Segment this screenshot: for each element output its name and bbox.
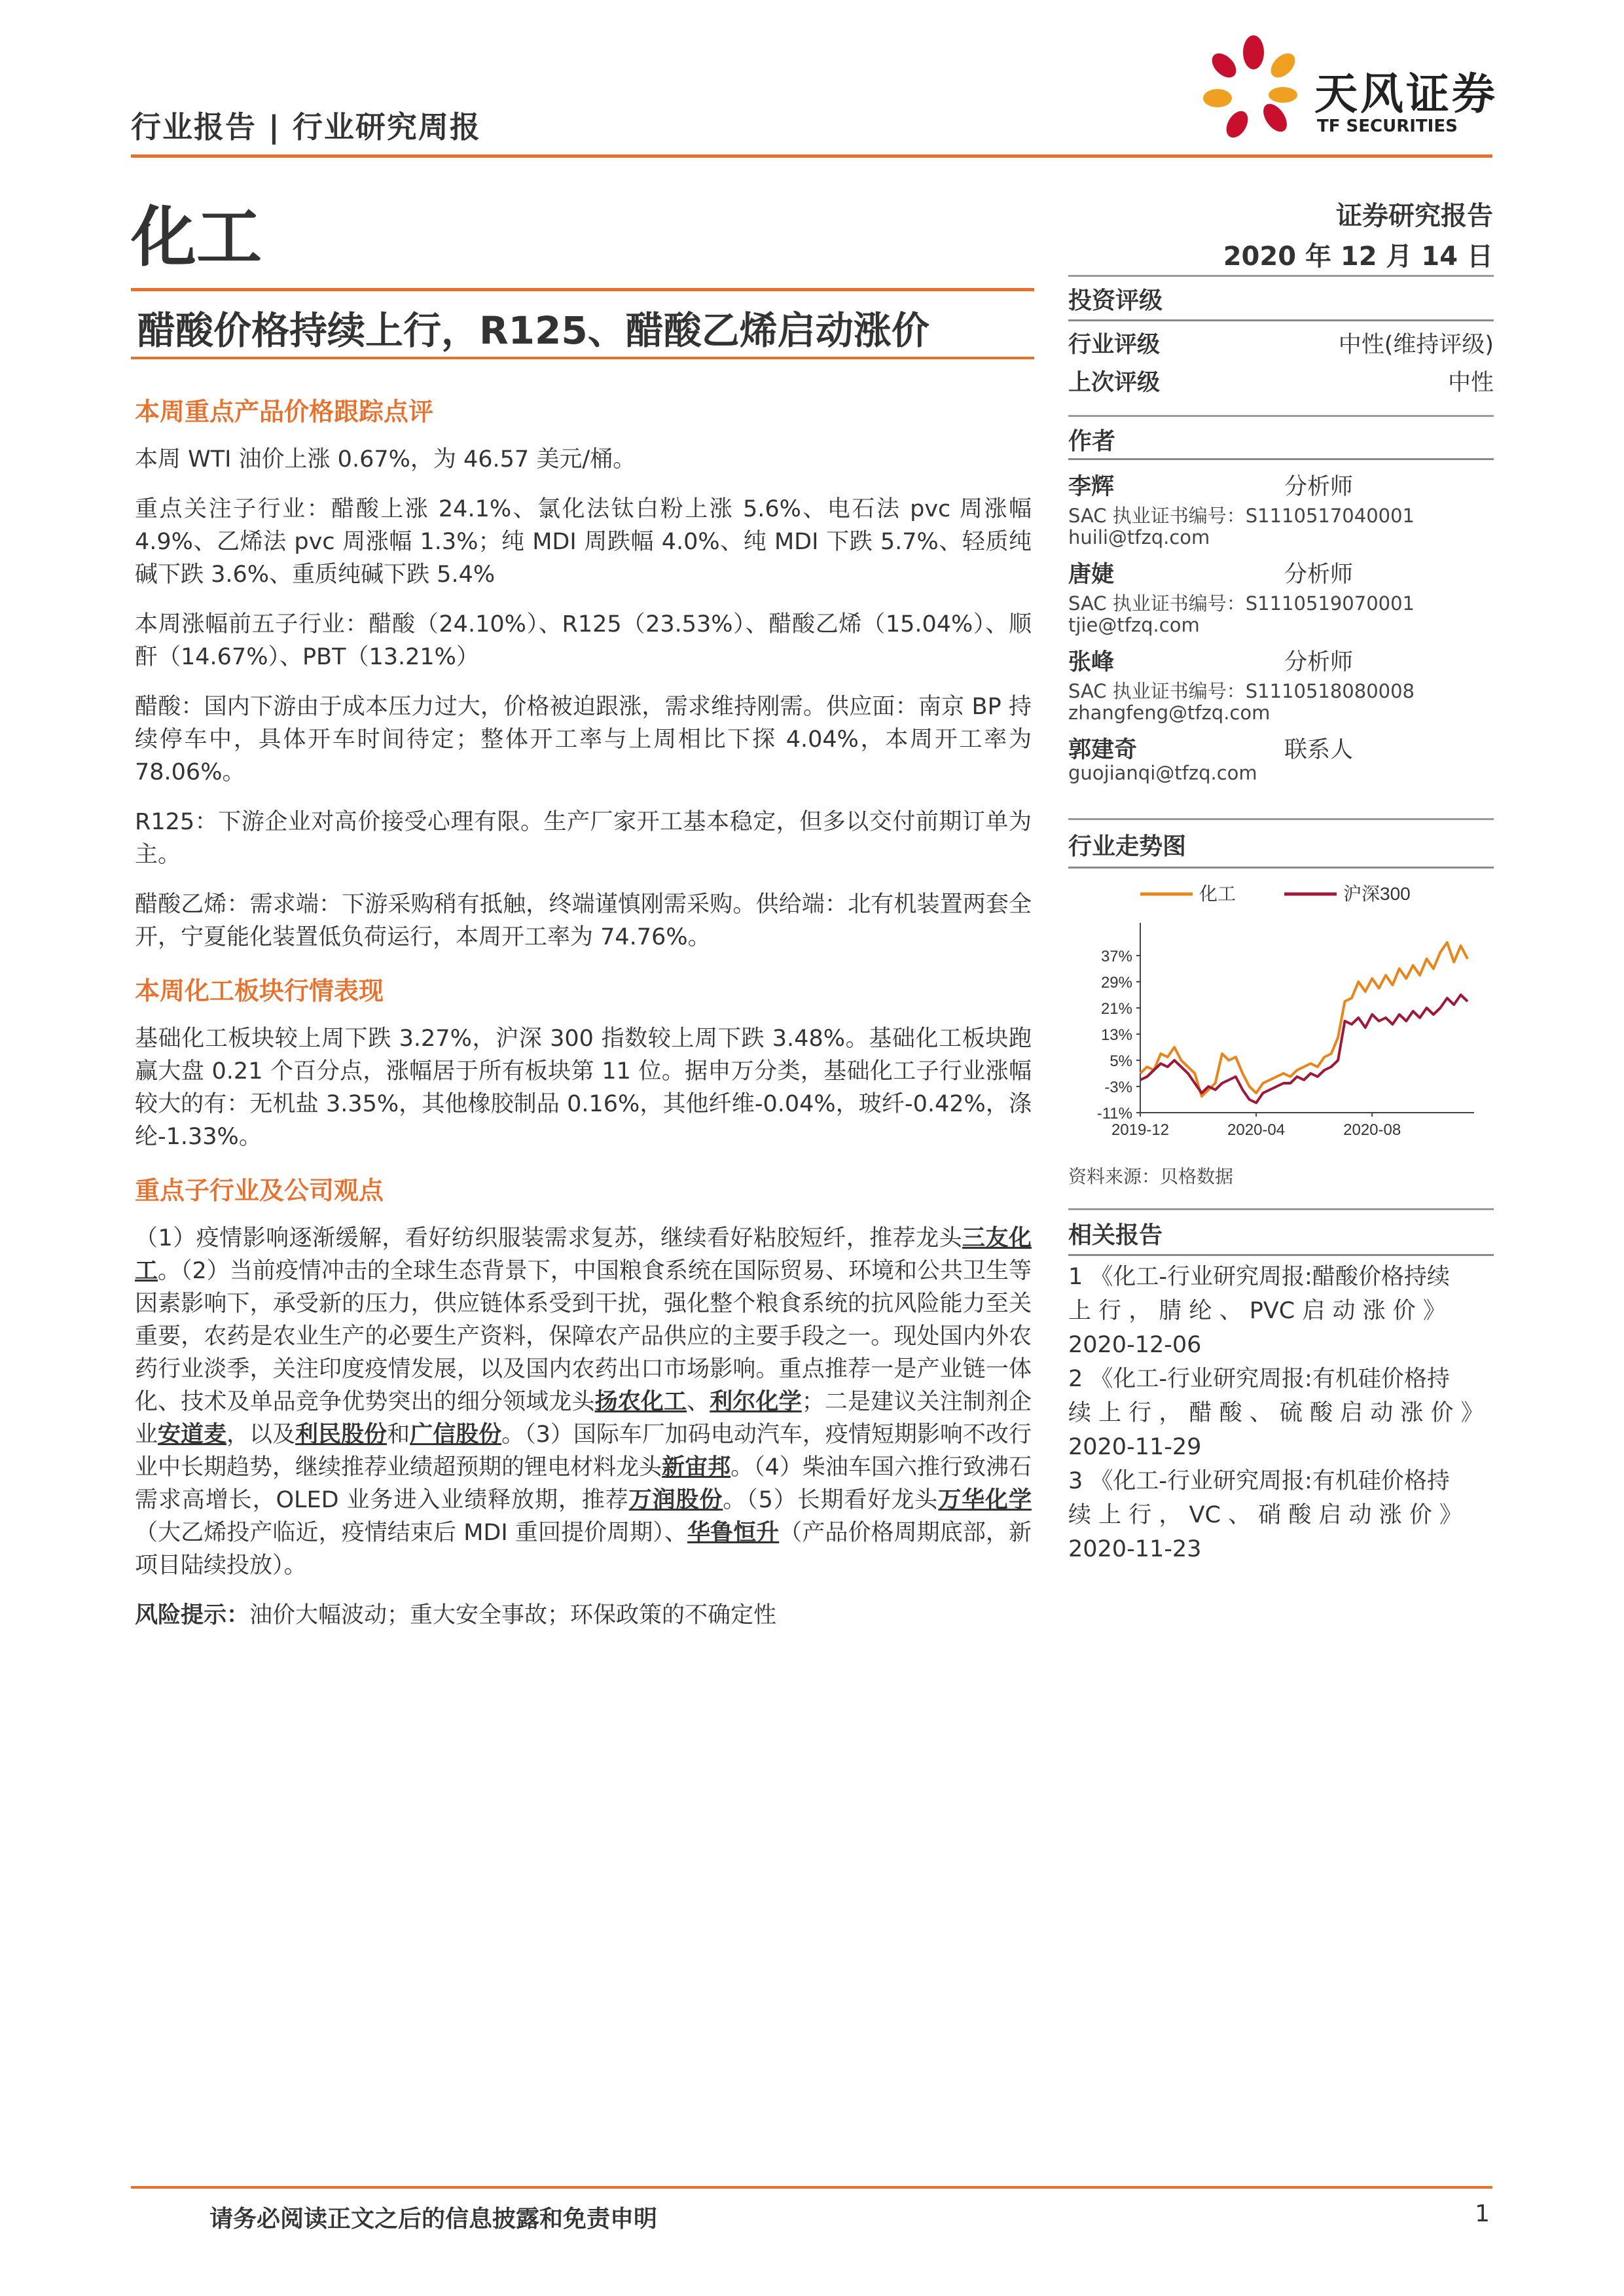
paragraph-oil: 本周 WTI 油价上涨 0.67%，为 46.57 美元/桶。 bbox=[135, 446, 636, 473]
author-email[interactable]: guojianqi@tfzq.com bbox=[1068, 762, 1257, 784]
company-lier: 利尔化学 bbox=[710, 1389, 802, 1415]
y-tick-label: 5% bbox=[1110, 1052, 1132, 1070]
report-date: 2020 年 12 月 14 日 bbox=[1223, 242, 1493, 272]
company-yangnong: 扬农化工 bbox=[594, 1389, 687, 1415]
paragraph-acetic: 醋酸：国内下游由于成本压力过大，价格被迫跟涨，需求维持刚需。供应面：南京 BP 持续停车中，具体开车时间待定；整体开工率与上周相比下探 4.04%，本周开工率为 78.06%。 bbox=[135, 694, 1032, 785]
section-heading-price-tracking: 本周重点产品价格跟踪点评 bbox=[135, 397, 434, 426]
related-report-date: 2020-12-06 bbox=[1068, 1332, 1202, 1358]
trend-chart-svg bbox=[1068, 870, 1494, 1158]
author-name: 郭建奇 bbox=[1068, 737, 1138, 763]
risk-label: 风险提示： bbox=[135, 1602, 250, 1628]
company-wanrun: 万润股份 bbox=[628, 1487, 723, 1513]
x-tick-label: 2020-08 bbox=[1343, 1121, 1401, 1139]
author-role: 分析师 bbox=[1284, 649, 1354, 675]
company-limin: 利民股份 bbox=[295, 1422, 388, 1448]
trend-heading: 行业走势图 bbox=[1068, 833, 1187, 860]
y-tick-label: -11% bbox=[1096, 1105, 1132, 1122]
main-title: 醋酸价格持续上行，R125、醋酸乙烯启动涨价 bbox=[137, 308, 929, 353]
paragraph-r125: R125：下游企业对高价接受心理有限。生产厂家开工基本稳定，但多以交付前期订单为主。 bbox=[135, 809, 1032, 868]
related-report-date: 2020-11-29 bbox=[1068, 1434, 1202, 1460]
logo-text-en: TF SECURITIES bbox=[1317, 117, 1458, 136]
prev-rating-label: 上次评级 bbox=[1068, 370, 1161, 396]
prev-rating-row bbox=[1068, 365, 1494, 403]
industry-rating-value: 中性(维持评级) bbox=[1338, 332, 1494, 358]
paragraph-top5: 本周涨幅前五子行业：醋酸（24.10%）、R125（23.53%）、醋酸乙烯（15.04%）、顺酐（14.67%）、PBT（13.21%） bbox=[135, 611, 1032, 670]
rating-block bbox=[1068, 275, 1494, 403]
company-guangxin: 广信股份 bbox=[410, 1422, 502, 1448]
title-divider-top bbox=[131, 288, 1034, 291]
section-heading-views: 重点子行业及公司观点 bbox=[135, 1176, 384, 1205]
footer-divider bbox=[131, 2186, 1492, 2189]
report-category: 行业报告 | 行业研究周报 bbox=[131, 109, 481, 145]
y-tick-label: 37% bbox=[1100, 948, 1132, 965]
related-report-title[interactable]: 3 《化工-行业研究周报:有机硅价格持 bbox=[1068, 1468, 1450, 1494]
authors-block bbox=[1068, 415, 1494, 808]
authors-heading: 作者 bbox=[1068, 428, 1116, 455]
rating-heading: 投资评级 bbox=[1068, 287, 1163, 314]
company-adama: 安道麦 bbox=[158, 1422, 227, 1448]
related-report-item[interactable] bbox=[1068, 1464, 1494, 1566]
related-report-item[interactable] bbox=[1068, 1362, 1494, 1464]
report-type: 证券研究报告 bbox=[1336, 201, 1493, 231]
paragraph-vinyl-acetate: 醋酸乙烯：需求端：下游采购稍有抵触，终端谨慎刚需采购。供给端：北有机装置两套全开，宁夏能化装置低负荷运行，本周开工率为 74.76%。 bbox=[135, 891, 1032, 950]
company-hualu: 华鲁恒升 bbox=[687, 1520, 780, 1546]
author-sac: SAC 执业证书编号：S1110519070001 bbox=[1068, 592, 1415, 615]
prev-rating-value: 中性 bbox=[1447, 370, 1494, 396]
paragraph-views: （1）疫情影响逐渐缓解，看好纺织服装需求复苏，继续看好粘胶短纤，推荐龙头三友化工。（2）当前疫情冲击的全球生态背景下，中国粮食系统在国际贸易、环境和公共卫生等因素影响下，承受新的压力，供应链体系受到干扰，强化整个粮食系统的抗风险能力至关重要，农药是农业生产的必要生产资料，保障农产品供应的主要手段之一。现处国内外农药行业淡季，关注印度疫情发展，以及国内农药出口市场影响。重点推荐一是产业链一体化、技术及单品竞争优势突出的细分领域龙头扬农化工、利尔化学；二是建议关注制剂企业安道麦，以及利民股份和广信股份。（3）国际车厂加码电动汽车，疫情短期影响不改行业中长期趋势，继续推荐业绩超预期的锂电材料龙头新宙邦。（4）柴油车国六推行致沸石需求高增长，OLED 业务进入业绩释放期，推荐万润股份。（5）长期看好龙头万华化学（大乙烯投产临近，疫情结束后 MDI 重回提价周期）、华鲁恒升（产品价格周期底部，新项目陆续投放）。 bbox=[135, 1225, 1032, 1579]
y-tick-label: -3% bbox=[1104, 1079, 1132, 1096]
author-name: 李辉 bbox=[1068, 474, 1115, 500]
author-email[interactable]: huili@tfzq.com bbox=[1068, 526, 1210, 548]
title-divider-bottom bbox=[131, 357, 1034, 359]
x-tick-label: 2020-04 bbox=[1227, 1121, 1286, 1139]
author-role: 分析师 bbox=[1284, 474, 1354, 500]
page-number: 1 bbox=[1475, 2200, 1490, 2227]
author-name: 张峰 bbox=[1068, 649, 1115, 675]
author-sac: SAC 执业证书编号：S1110517040001 bbox=[1068, 505, 1415, 527]
y-tick-label: 29% bbox=[1100, 974, 1132, 992]
y-tick-label: 21% bbox=[1100, 1000, 1132, 1018]
author-name: 唐婕 bbox=[1068, 562, 1115, 588]
legend-label: 化工 bbox=[1199, 884, 1236, 904]
logo-text-cn: 天风证券 bbox=[1314, 69, 1498, 119]
author-email[interactable]: zhangfeng@tfzq.com bbox=[1068, 702, 1271, 724]
chart-source: 资料来源：贝格数据 bbox=[1068, 1166, 1234, 1187]
related-report-title[interactable]: 1 《化工-行业研究周报:醋酸价格持续 bbox=[1068, 1264, 1450, 1290]
trend-heading-block bbox=[1068, 818, 1494, 869]
y-tick-label: 13% bbox=[1100, 1026, 1132, 1044]
industry-rating-row bbox=[1068, 327, 1494, 365]
paragraph-focus: 重点关注子行业：醋酸上涨 24.1%、氯化法钛白粉上涨 5.6%、电石法 pvc 周涨幅 4.9%、乙烯法 pvc 周涨幅 1.3%；纯 MDI 周跌幅 4.0%、纯 MDI 下跌 5.7%、轻质纯碱下跌 3.6%、重质纯碱下跌 5.4% bbox=[135, 496, 1032, 588]
company-sanyou: 三友化工 bbox=[135, 1225, 1032, 1284]
author-role: 分析师 bbox=[1284, 562, 1354, 588]
sector-title: 化工 bbox=[131, 199, 262, 276]
related-report-title[interactable]: 2 《化工-行业研究周报:有机硅价格持 bbox=[1068, 1366, 1450, 1392]
company-logo bbox=[1198, 33, 1499, 151]
industry-trend-chart bbox=[1068, 870, 1494, 1158]
related-report-date: 2020-11-23 bbox=[1068, 1536, 1202, 1562]
series-line bbox=[1140, 995, 1468, 1103]
author-role: 联系人 bbox=[1284, 737, 1354, 763]
main-content bbox=[135, 386, 1032, 1649]
author-sac: SAC 执业证书编号：S1110518080008 bbox=[1068, 680, 1415, 702]
company-wanhua: 万华化学 bbox=[938, 1487, 1032, 1513]
risk-text: 油价大幅波动；重大安全事故；环保政策的不确定性 bbox=[249, 1602, 777, 1628]
related-reports-block bbox=[1068, 1208, 1494, 1566]
header-divider bbox=[131, 154, 1492, 158]
x-tick-label: 2019-12 bbox=[1111, 1121, 1170, 1139]
footer-disclaimer: 请务必阅读正文之后的信息披露和免责申明 bbox=[209, 2206, 658, 2233]
author-email[interactable]: tjie@tfzq.com bbox=[1068, 614, 1200, 636]
related-report-title-cont[interactable]: 上 行 ， 腈 纶 、 PVC 启 动 涨 价 》 bbox=[1068, 1298, 1446, 1324]
related-report-title-cont[interactable]: 续 上 行 ， VC 、 硝 酸 启 动 涨 价 》 bbox=[1068, 1502, 1462, 1528]
related-report-item[interactable] bbox=[1068, 1260, 1494, 1362]
risk-warning bbox=[135, 1599, 1032, 1632]
paragraph-market: 基础化工板块较上周下跌 3.27%，沪深 300 指数较上周下跌 3.48%。基础化工板块跑赢大盘 0.21 个百分点，涨幅居于所有板块第 11 位。据申万分类，基础化工子行业涨幅较大的有：无机盐 3.35%，其他橡胶制品 0.16%，其他纤维-0.04%，玻纤-0.42%，涤纶-1.33%。 bbox=[135, 1026, 1032, 1150]
related-report-title-cont[interactable]: 续 上 行 ， 醋 酸 、 硫 酸 启 动 涨 价 》 bbox=[1068, 1400, 1484, 1426]
logo-flower-icon bbox=[1198, 33, 1309, 151]
legend-label: 沪深300 bbox=[1343, 884, 1411, 904]
section-heading-market: 本周化工板块行情表现 bbox=[135, 977, 384, 1005]
industry-rating-label: 行业评级 bbox=[1068, 332, 1161, 358]
related-heading: 相关报告 bbox=[1068, 1222, 1163, 1249]
company-capchem: 新宙邦 bbox=[662, 1454, 731, 1480]
